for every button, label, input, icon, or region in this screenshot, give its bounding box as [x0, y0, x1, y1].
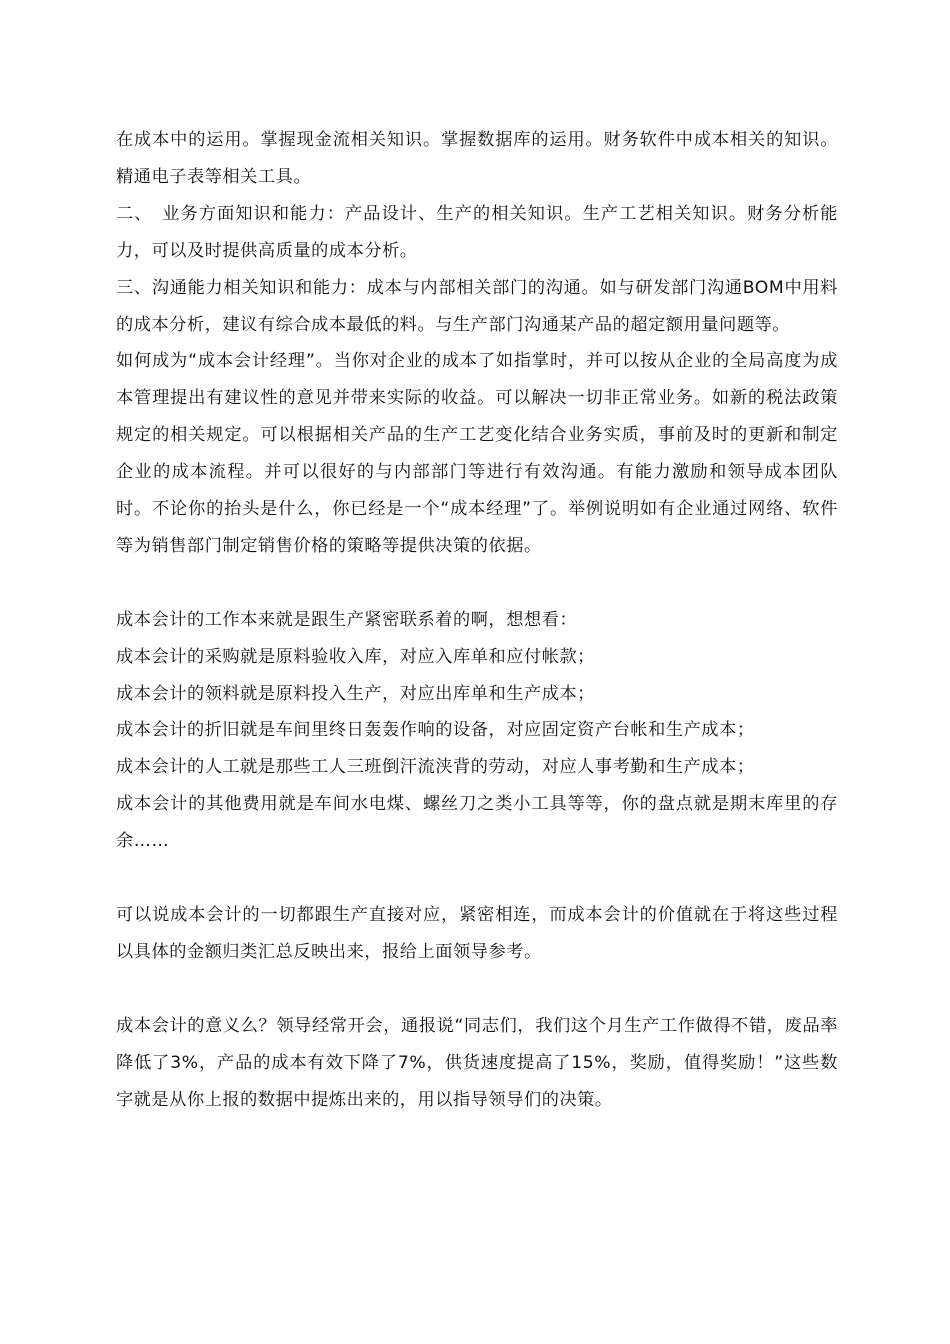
- document-body: [116, 122, 838, 1118]
- paragraph-other-expenses: 成本会计的其他费用就是车间水电煤、螺丝刀之类小工具等等，你的盘点就是期末库里的存余……: [116, 794, 838, 852]
- paragraph-gap: [116, 860, 838, 897]
- paragraph-tools-knowledge: 在成本中的运用。掌握现金流相关知识。掌握数据库的运用。财务软件中成本相关的知识。精通电子表等相关工具。: [116, 130, 838, 187]
- paragraph-communication-ability: 三、沟通能力相关知识和能力：成本与内部相关部门的沟通。如与研发部门沟通BOM中用料的成本分析，建议有综合成本最低的料。与生产部门沟通某产品的超定额用量问题等。: [116, 277, 838, 335]
- paragraph-purchasing: 成本会计的采购就是原料验收入库，对应入库单和应付帐款；: [116, 646, 595, 667]
- paragraph-materials: 成本会计的领料就是原料投入生产，对应出库单和生产成本；: [116, 683, 595, 704]
- paragraph-business-ability: 二、 业务方面知识和能力：产品设计、生产的相关知识。生产工艺相关知识。财务分析能力，可以及时提供高质量的成本分析。: [116, 203, 838, 261]
- paragraph-gap: [116, 565, 838, 602]
- paragraph-become-manager: 如何成为“成本会计经理”。当你对企业的成本了如指掌时，并可以按从企业的全局高度为成本管理提出有建议性的意见并带来实际的收益。可以解决一切非正常业务。如新的税法政策规定的相关规定。可以根据相关产品的生产工艺变化结合业务实质，事前及时的更新和制定企业的成本流程。并可以很好的与内部部门等进行有效沟通。有能力激励和领导成本团队时。不论你的抬头是什么，你已经是一个“成本经理”了。举例说明如有企业通过网络、软件等为销售部门制定销售价格的策略等提供决策的依据。: [116, 351, 838, 556]
- paragraph-gap: [116, 971, 838, 1008]
- paragraph-labor: 成本会计的人工就是那些工人三班倒汗流浃背的劳动，对应人事考勤和生产成本；: [116, 757, 755, 778]
- paragraph-depreciation: 成本会计的折旧就是车间里终日轰轰作响的设备，对应固定资产台帐和生产成本；: [116, 720, 755, 741]
- paragraph-significance: 成本会计的意义么？领导经常开会，通报说“同志们，我们这个月生产工作做得不错，废品率降低了3%，产品的成本有效下降了7%，供货速度提高了15%，奖励，值得奖励！”这些数字就是从你上报的数据中提炼出来的，用以指导领导们的决策。: [116, 1015, 838, 1110]
- paragraph-work-intro: 成本会计的工作本来就是跟生产紧密联系着的啊，想想看：: [116, 609, 578, 630]
- paragraph-value: 可以说成本会计的一切都跟生产直接对应，紧密相连，而成本会计的价值就在于将这些过程以具体的金额归类汇总反映出来，报给上面领导参考。: [116, 905, 838, 962]
